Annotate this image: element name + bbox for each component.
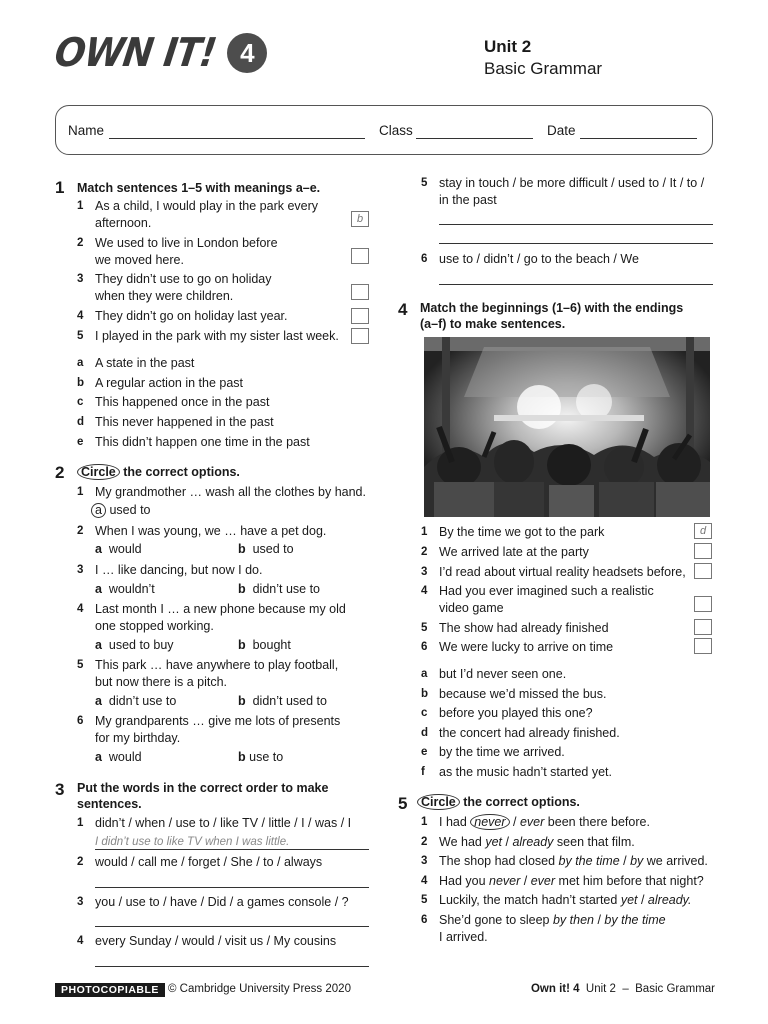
item-number: 3 bbox=[77, 273, 84, 285]
own-it-logo bbox=[51, 30, 267, 76]
sentence-text: I … like dancing, but now I do. bbox=[95, 563, 263, 577]
option[interactable]: by the time bbox=[604, 913, 666, 927]
answer-box[interactable] bbox=[351, 284, 369, 300]
date-field[interactable] bbox=[580, 138, 697, 139]
ending-letter: b bbox=[421, 688, 429, 700]
exercise-heading: sentences. bbox=[77, 797, 142, 811]
sentence-text: Luckily, the match hadn’t started yet / already. bbox=[439, 893, 692, 907]
beginning-text: video game bbox=[439, 601, 504, 615]
item-number: 2 bbox=[421, 836, 428, 848]
item-number: 6 bbox=[421, 253, 428, 265]
ending-letter: e bbox=[421, 746, 428, 758]
word-list: every Sunday / would / visit us / My cousins bbox=[95, 934, 337, 948]
answer-box[interactable]: d bbox=[694, 523, 712, 539]
item-number: 3 bbox=[421, 855, 428, 867]
ending-text: as the music hadn’t started yet. bbox=[439, 765, 613, 779]
class-label: Class bbox=[379, 123, 413, 138]
exercise-number: 1 bbox=[55, 178, 65, 197]
item-number: 4 bbox=[421, 585, 428, 597]
answer-box[interactable] bbox=[694, 563, 712, 579]
item-number: 6 bbox=[77, 715, 84, 727]
meaning-text: A state in the past bbox=[95, 356, 195, 370]
option-a[interactable]: a used to buy bbox=[95, 638, 174, 652]
word-list: you / use to / have / Did / a games console / ? bbox=[95, 895, 349, 909]
sentence-text: Had you never / ever met him before that night? bbox=[439, 874, 704, 888]
ending-text: because we’d missed the bus. bbox=[439, 687, 607, 701]
heading-rest: the correct options. bbox=[119, 465, 240, 479]
concert-crowd-image bbox=[424, 337, 710, 517]
circled-option-letter: a bbox=[91, 503, 106, 518]
item-number: 5 bbox=[421, 622, 428, 634]
item-number: 2 bbox=[77, 525, 84, 537]
heading-rest: the correct options. bbox=[459, 795, 580, 809]
answer-box[interactable]: b bbox=[351, 211, 369, 227]
option-b[interactable]: b use to bbox=[238, 750, 284, 764]
item-number: 6 bbox=[421, 641, 428, 653]
ending-text: the concert had already finished. bbox=[439, 726, 620, 740]
option-a[interactable]: a would bbox=[95, 750, 142, 764]
item-number: 5 bbox=[421, 894, 428, 906]
logo-level-badge: 4 bbox=[227, 33, 267, 73]
exercise-heading: (a–f) to make sentences. bbox=[420, 317, 566, 331]
ending-letter: d bbox=[421, 727, 429, 739]
sentence-text: They didn’t go on holiday last year. bbox=[95, 309, 288, 323]
ending-text: by the time we arrived. bbox=[439, 745, 565, 759]
answer-box[interactable] bbox=[351, 328, 369, 344]
option[interactable]: by the time bbox=[558, 854, 620, 868]
name-class-date-box bbox=[55, 105, 713, 155]
ending-text: before you played this one? bbox=[439, 706, 593, 720]
item-number: 2 bbox=[421, 546, 428, 558]
meaning-text: This never happened in the past bbox=[95, 415, 274, 429]
meaning-text: A regular action in the past bbox=[95, 376, 244, 390]
word-list: in the past bbox=[439, 193, 497, 207]
option[interactable]: already bbox=[512, 835, 554, 849]
beginning-text: The show had already finished bbox=[439, 621, 609, 635]
item-number: 5 bbox=[421, 177, 428, 189]
exercise-heading: Match sentences 1–5 with meanings a–e. bbox=[77, 181, 321, 195]
book-title: Own it! 4 bbox=[530, 983, 580, 995]
sentence-text: Last month I … a new phone because my old bbox=[95, 602, 346, 616]
unit-heading bbox=[484, 37, 602, 79]
option[interactable]: yet bbox=[485, 835, 503, 849]
ending-letter: a bbox=[421, 668, 428, 680]
beginning-text: Had you ever imagined such a realistic bbox=[439, 584, 654, 598]
sentence-text: but now there is a pitch. bbox=[95, 675, 228, 689]
answer-line[interactable] bbox=[95, 849, 369, 850]
sentence-text: As a child, I would play in the park every bbox=[95, 199, 319, 213]
answer-box[interactable] bbox=[694, 596, 712, 612]
item-number: 4 bbox=[77, 935, 84, 947]
sentence-text: when they were children. bbox=[95, 289, 234, 303]
option[interactable]: by bbox=[630, 854, 644, 868]
exercise-number: 2 bbox=[55, 463, 65, 482]
item-number: 1 bbox=[421, 816, 428, 828]
item-number: 4 bbox=[421, 875, 428, 887]
answer-line[interactable] bbox=[439, 224, 713, 225]
exercise-heading: Put the words in the correct order to make bbox=[77, 781, 329, 795]
option[interactable]: ever bbox=[519, 815, 545, 829]
name-label: Name bbox=[68, 123, 105, 138]
circled-word: Circle bbox=[417, 794, 460, 810]
example-answer: I didn’t use to like TV when I was little. bbox=[95, 836, 290, 848]
sentence-text: I had never / ever been there before. bbox=[439, 815, 650, 829]
copyright-text: © Cambridge University Press 2020 bbox=[168, 983, 351, 995]
option-b[interactable]: b didn’t used to bbox=[238, 694, 327, 708]
beginning-text: I’d read about virtual reality headsets before, bbox=[439, 565, 686, 579]
word-list: stay in touch / be more difficult / used to / It / to / bbox=[439, 176, 705, 190]
item-number: 5 bbox=[77, 659, 84, 671]
sentence-text: we moved here. bbox=[95, 253, 184, 267]
option-b[interactable]: b didn’t use to bbox=[238, 582, 321, 596]
sentence-text: When I was young, we … have a pet dog. bbox=[95, 524, 327, 538]
answer-line[interactable] bbox=[95, 926, 369, 927]
answer-box[interactable] bbox=[351, 308, 369, 324]
sentence-text: The shop had closed by the time / by we arrived. bbox=[439, 854, 708, 868]
answer-line[interactable] bbox=[439, 243, 713, 244]
circled-option[interactable]: never bbox=[470, 814, 509, 830]
beginning-text: By the time we got to the park bbox=[439, 525, 605, 539]
item-number: 4 bbox=[77, 310, 84, 322]
answer-line[interactable] bbox=[439, 284, 713, 285]
word-list: use to / didn’t / go to the beach / We bbox=[439, 252, 639, 266]
option-a[interactable]: a used to bbox=[91, 502, 151, 519]
sentence-text: We had yet / already seen that film. bbox=[439, 835, 635, 849]
sentence-text: I arrived. bbox=[439, 930, 488, 944]
option[interactable]: yet bbox=[620, 893, 638, 907]
ending-text: but I’d never seen one. bbox=[439, 667, 567, 681]
answer-box[interactable] bbox=[351, 248, 369, 264]
meaning-text: This didn’t happen one time in the past bbox=[95, 435, 310, 449]
item-number: 3 bbox=[77, 564, 84, 576]
option-a[interactable]: a wouldn’t bbox=[95, 582, 155, 596]
exercise-number: 4 bbox=[398, 300, 408, 319]
answer-line[interactable] bbox=[95, 887, 369, 888]
circled-word: Circle bbox=[77, 464, 120, 480]
item-number: 6 bbox=[421, 914, 428, 926]
unit-subtitle: Basic Grammar bbox=[484, 59, 603, 78]
item-number: 2 bbox=[77, 856, 84, 868]
answer-box[interactable] bbox=[694, 638, 712, 654]
meaning-letter: d bbox=[77, 416, 85, 428]
option[interactable]: ever bbox=[530, 874, 556, 888]
name-field[interactable] bbox=[109, 138, 365, 139]
sentence-text: This park … have anywhere to play football, bbox=[95, 658, 339, 672]
option-a[interactable]: a would bbox=[95, 542, 142, 556]
item-number: 4 bbox=[77, 603, 84, 615]
exercise-number: 5 bbox=[398, 794, 408, 813]
item-number: 3 bbox=[421, 566, 428, 578]
meaning-letter: a bbox=[77, 357, 84, 369]
item-number: 1 bbox=[77, 486, 84, 498]
option-a[interactable]: a didn’t use to bbox=[95, 694, 177, 708]
answer-box[interactable] bbox=[694, 619, 712, 635]
option-b[interactable]: b used to bbox=[238, 542, 294, 556]
item-number: 5 bbox=[77, 330, 84, 342]
exercise-heading bbox=[77, 464, 240, 480]
footer-unit: Unit 2 – Basic Grammar bbox=[579, 983, 715, 995]
item-number: 1 bbox=[77, 817, 84, 829]
answer-line[interactable] bbox=[95, 966, 369, 967]
sentence-text: We used to live in London before bbox=[95, 236, 278, 250]
ending-letter: c bbox=[421, 707, 428, 719]
photocopiable-badge: PHOTOCOPIABLE bbox=[55, 983, 165, 997]
sentence-text: one stopped working. bbox=[95, 619, 214, 633]
word-list: didn’t / when / use to / like TV / little / I / was / I bbox=[95, 816, 352, 830]
answer-box[interactable] bbox=[694, 543, 712, 559]
sentence-text: afternoon. bbox=[95, 216, 152, 230]
option[interactable]: never bbox=[489, 874, 521, 888]
class-field[interactable] bbox=[416, 138, 533, 139]
meaning-letter: c bbox=[77, 396, 84, 408]
sentence-text: They didn’t use to go on holiday bbox=[95, 272, 272, 286]
exercise-number: 3 bbox=[55, 780, 65, 799]
unit-title: Unit 2 bbox=[484, 37, 532, 56]
word-list: would / call me / forget / She / to / always bbox=[95, 855, 323, 869]
sentence-text: My grandparents … give me lots of presents bbox=[95, 714, 341, 728]
item-number: 1 bbox=[77, 200, 84, 212]
beginning-text: We arrived late at the party bbox=[439, 545, 589, 559]
date-label: Date bbox=[547, 123, 576, 138]
option[interactable]: already. bbox=[647, 893, 692, 907]
footer-book-info bbox=[531, 983, 715, 995]
meaning-text: This happened once in the past bbox=[95, 395, 270, 409]
logo-text: OWN IT! bbox=[51, 30, 219, 76]
exercise-heading: Match the beginnings (1–6) with the endings bbox=[420, 301, 684, 315]
concert-crowd-photo bbox=[424, 337, 710, 517]
exercise-heading bbox=[417, 794, 580, 810]
option-b[interactable]: b bought bbox=[238, 638, 291, 652]
meaning-letter: b bbox=[77, 377, 85, 389]
item-number: 3 bbox=[77, 896, 84, 908]
ending-letter: f bbox=[421, 766, 425, 778]
item-number: 1 bbox=[421, 526, 428, 538]
option[interactable]: by then bbox=[552, 913, 594, 927]
sentence-text: I played in the park with my sister last week. bbox=[95, 329, 339, 343]
beginning-text: We were lucky to arrive on time bbox=[439, 640, 614, 654]
item-number: 2 bbox=[77, 237, 84, 249]
meaning-letter: e bbox=[77, 436, 84, 448]
sentence-text: for my birthday. bbox=[95, 731, 181, 745]
sentence-text: She’d gone to sleep by then / by the time bbox=[439, 913, 666, 927]
sentence-text: My grandmother … wash all the clothes by hand. bbox=[95, 485, 366, 499]
